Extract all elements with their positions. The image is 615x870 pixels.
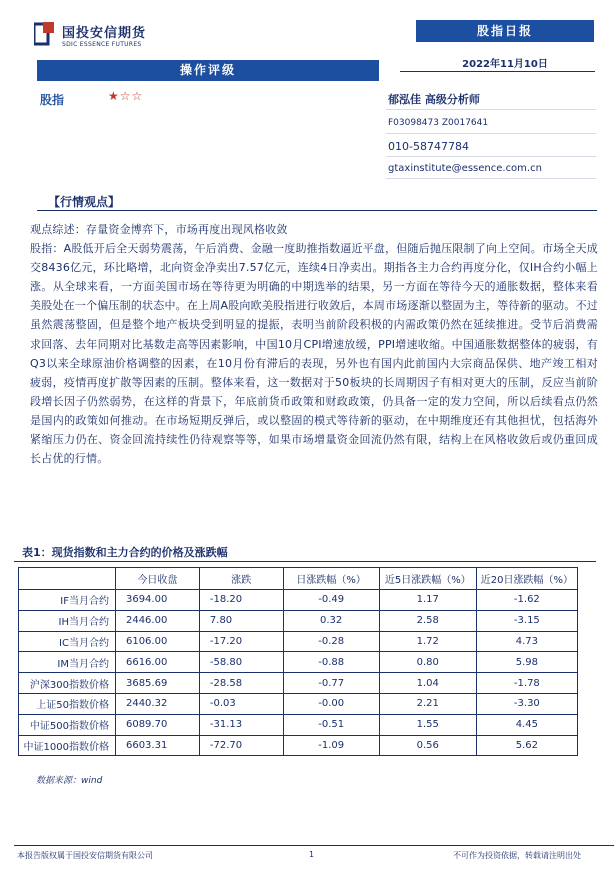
close-price: 2440.32 (115, 693, 199, 714)
logo-mark-icon (34, 22, 54, 46)
five-day-change-pct: 0.80 (379, 652, 476, 673)
change: -72.70 (199, 735, 283, 756)
table-title: 表1：现货指数和主力合约的价格及涨跌幅 (22, 546, 228, 559)
table-row (19, 735, 578, 756)
change: -58.80 (199, 652, 283, 673)
row-name: 上证50指数价格 (19, 693, 116, 714)
row-name: IH当月合约 (19, 610, 116, 631)
five-day-change-pct: 1.04 (379, 673, 476, 694)
daily-change-pct: -0.28 (283, 631, 379, 652)
logo-text-cn: 国投安信期货 (62, 26, 147, 41)
change: 7.80 (199, 610, 283, 631)
daily-change-pct: -0.49 (283, 590, 379, 611)
change: -18.20 (199, 590, 283, 611)
row-name: 中证1000指数价格 (19, 735, 116, 756)
table-header-cell: 日涨跌幅（%） (283, 568, 379, 590)
change: -31.13 (199, 714, 283, 735)
commentary-paragraph: 股指：A股低开后全天弱势震荡，午后消费、金融一度助推指数逼近平盘，但随后抛压限制了向上空间。市场全天成交8436亿元，环比略增，北向资金净卖出7.57亿元，连续4日净卖出。期指各主力合约再度分化，仅IH合约小幅上涨。从全球来看，一方面美国市场在等待更为明确的中期选举的结果，另一方面在等待今天的通胀数据，整体来看美股处在一个偏压制的状态中。在上周A股向欧美股指进行收敛后，本周市场逐渐以整固为主，等待新的驱动。不过虽然震荡整固，但是整个地产板块受到明显的提振，表明当前阶段积极的内需政策仍然在延续推进。受节后消费需求回落、去年同期对比基数走高等因素影响，中国10月CPI增速放缓，PPI增速收缩。中国通胀数据整体的疲弱，有Q3以来全球原油价格调整的因素，在10月份有滞后的表现，另外也有国内此前国内大宗商品保供、地产竣工相对疲弱，疫情再度扩散等因素的压制。整体来看，这一数据对于50板块的长周期因子有相对更大的压制，反应当前阶段增长因子仍然弱势，在这样的背景下，年底前货币政策和财政政策，仍具备一定的发力空间，所以后续看点仍然是国内的政策如何推动。在市场短期反弹后，或以整固的模式等待新的驱动，在中期维度还有其他担忧，包括海外紧缩压力仍在、资金回流持续性仍待观察等等，如果市场增量资金回流仍然有限，结构上在风格收敛后或仍重回成长占优的行情。 (30, 242, 598, 466)
table-row (19, 652, 578, 673)
disclaimer: 不可作为投资依据，转载请注明出处 (453, 851, 581, 860)
data-source: 数据来源：wind (36, 776, 103, 786)
table-row (19, 693, 578, 714)
close-price: 6603.31 (115, 735, 199, 756)
five-day-change-pct: 1.17 (379, 590, 476, 611)
change: -0.03 (199, 693, 283, 714)
row-name: IC当月合约 (19, 631, 116, 652)
close-price: 3694.00 (115, 590, 199, 611)
row-name: IM当月合约 (19, 652, 116, 673)
twenty-day-change-pct: -1.78 (476, 673, 577, 694)
date-divider (400, 71, 595, 72)
close-price: 2446.00 (115, 610, 199, 631)
table-header-cell: 涨跌 (199, 568, 283, 590)
table-row (19, 631, 578, 652)
analyst-name: 郁泓佳 高级分析师 (388, 93, 480, 106)
table-row (19, 590, 578, 611)
change: -28.58 (199, 673, 283, 694)
page-number: 1 (309, 850, 315, 859)
logo-text-en: SDIC ESSENCE FUTURES (62, 41, 142, 48)
change: -17.20 (199, 631, 283, 652)
copyright-notice: 本报告版权属于国投安信期货有限公司 (17, 851, 153, 860)
analyst-email[interactable]: gtaxinstitute@essence.com.cn (388, 163, 542, 174)
daily-change-pct: -0.88 (283, 652, 379, 673)
analyst-certificates: F03098473 Z0017641 (388, 118, 489, 128)
section-title: 【行情观点】 (48, 195, 121, 209)
twenty-day-change-pct: 4.73 (476, 631, 577, 652)
table-header-cell: 近5日涨跌幅（%） (379, 568, 476, 590)
row-name: 沪深300指数价格 (19, 673, 116, 694)
table-title-divider (14, 561, 596, 562)
summary-line: 观点综述：存量资金博弈下，市场再度出现风格收敛 (30, 223, 288, 236)
five-day-change-pct: 1.55 (379, 714, 476, 735)
rating-label: 股指 (40, 93, 65, 107)
rating-stars-icon: ★☆☆ (108, 89, 144, 103)
five-day-change-pct: 0.56 (379, 735, 476, 756)
twenty-day-change-pct: 4.45 (476, 714, 577, 735)
table-header-cell (19, 568, 116, 590)
report-type-tag: 股指日报 (416, 20, 594, 42)
twenty-day-change-pct: -3.15 (476, 610, 577, 631)
row-name: IF当月合约 (19, 590, 116, 611)
divider (386, 109, 596, 110)
table-row (19, 673, 578, 694)
company-logo (34, 20, 174, 52)
table-row (19, 610, 578, 631)
daily-change-pct: -0.00 (283, 693, 379, 714)
twenty-day-change-pct: 5.98 (476, 652, 577, 673)
divider (386, 133, 596, 134)
close-price: 6089.70 (115, 714, 199, 735)
twenty-day-change-pct: 5.62 (476, 735, 577, 756)
table-header-row (19, 568, 578, 590)
analyst-phone: 010-58747784 (388, 140, 469, 153)
divider (386, 178, 596, 179)
table-header-cell: 近20日涨跌幅（%） (476, 568, 577, 590)
section-divider (37, 210, 597, 211)
daily-change-pct: -0.77 (283, 673, 379, 694)
five-day-change-pct: 2.21 (379, 693, 476, 714)
daily-change-pct: -1.09 (283, 735, 379, 756)
daily-change-pct: -0.51 (283, 714, 379, 735)
table-row (19, 714, 578, 735)
twenty-day-change-pct: -3.30 (476, 693, 577, 714)
row-name: 中证500指数价格 (19, 714, 116, 735)
operation-rating-tag: 操作评级 (37, 60, 379, 81)
price-change-table (18, 567, 578, 756)
footer-divider (14, 845, 614, 846)
table-header-cell: 今日收盘 (115, 568, 199, 590)
close-price: 6106.00 (115, 631, 199, 652)
divider (386, 156, 596, 157)
close-price: 6616.00 (115, 652, 199, 673)
close-price: 3685.69 (115, 673, 199, 694)
five-day-change-pct: 1.72 (379, 631, 476, 652)
daily-change-pct: 0.32 (283, 610, 379, 631)
twenty-day-change-pct: -1.62 (476, 590, 577, 611)
market-commentary (30, 220, 598, 468)
report-date: 2022年11月10日 (462, 59, 548, 70)
five-day-change-pct: 2.58 (379, 610, 476, 631)
